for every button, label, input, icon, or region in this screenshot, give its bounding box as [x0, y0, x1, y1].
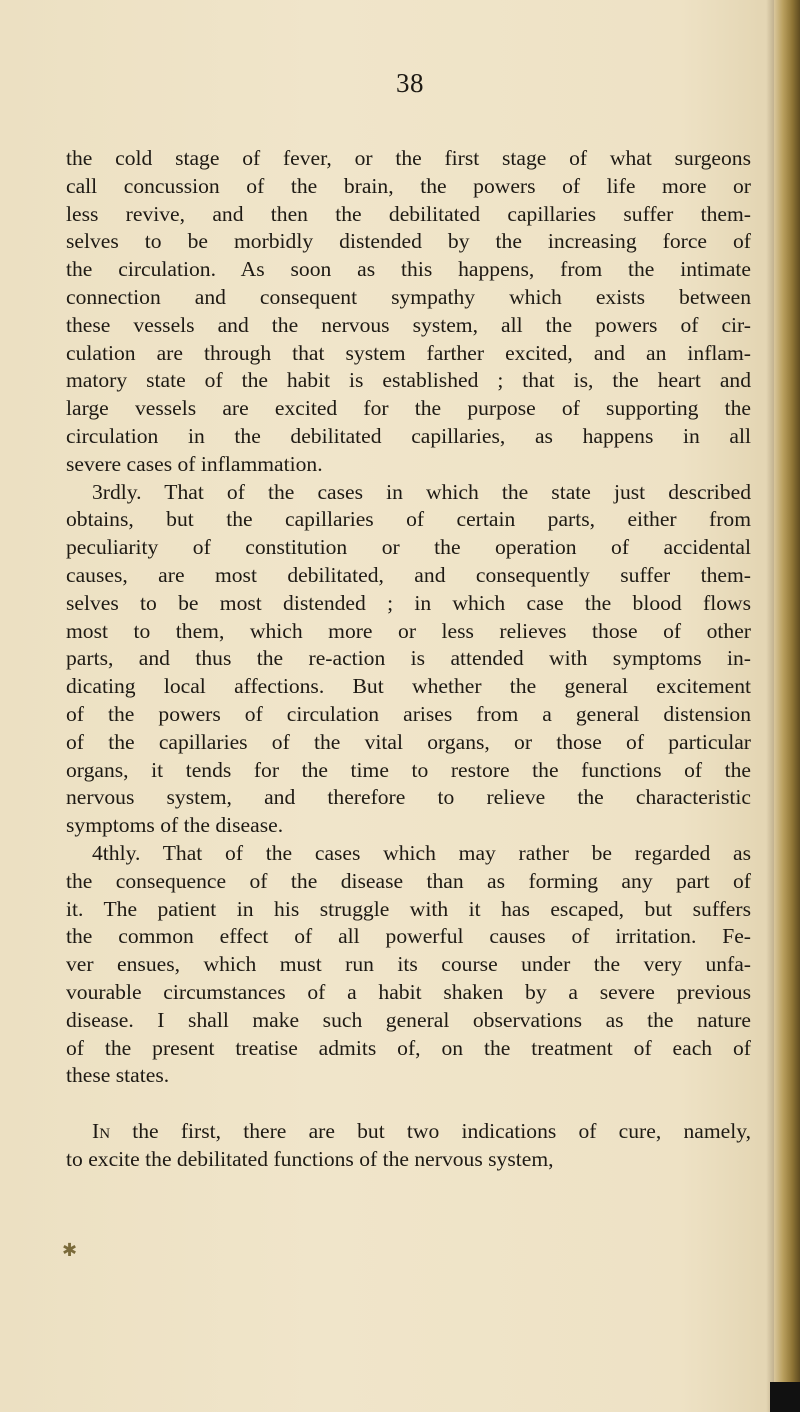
text-line: matory state of the habit is established ; that is, the heart and — [66, 368, 751, 393]
text-line: of the capillaries of the vital organs, or those of particular — [66, 729, 751, 754]
text-line: of the powers of circulation arises from a general distension — [66, 701, 751, 726]
scan-corner — [770, 1382, 800, 1412]
text-line: peculiarity of constitution or the operation of accidental — [66, 535, 751, 560]
text-line: causes, are most debilitated, and consequently suffer them- — [66, 562, 751, 587]
page-number: 38 — [396, 68, 424, 98]
text-line: organs, it tends for the time to restore the functions of the — [66, 757, 751, 782]
text-line: disease. I shall make such general observations as the nature — [66, 1007, 751, 1032]
text-line: vourable circumstances of a habit shaken by a severe previous — [66, 979, 751, 1004]
text-line: these vessels and the nervous system, all the powers of cir- — [66, 312, 751, 337]
text-line: severe cases of inflammation. — [66, 451, 323, 476]
text-line: large vessels are excited for the purpose of supporting the — [66, 396, 751, 421]
text-line: dicating local affections. But whether the general excitement — [66, 674, 751, 699]
text-line: the cold stage of fever, or the first stage of what surgeons — [66, 146, 751, 170]
text-line: obtains, but the capillaries of certain parts, either from — [66, 507, 751, 532]
paragraph-start: 3rdly. That of the cases in which the state just described — [92, 479, 751, 504]
ink-blot-icon: ✱ — [62, 1240, 78, 1260]
text-line: nervous system, and therefore to relieve the characteristic — [66, 785, 751, 810]
text-line: call concussion of the brain, the powers of life more or — [66, 173, 751, 198]
text-line: culation are through that system farther excited, and an inflam- — [66, 340, 751, 365]
final-paragraph-start — [66, 1118, 751, 1146]
page-edge-shadow — [766, 0, 774, 1412]
text-line: the circulation. As soon as this happens, from the intimate — [66, 257, 751, 282]
text-line: the consequence of the disease than as forming any part of — [66, 868, 751, 893]
body-text — [66, 145, 751, 1174]
text-line: most to them, which more or less relieves those of other — [66, 618, 751, 643]
paragraph-gap — [66, 1090, 751, 1118]
text-line: ver ensues, which must run its course under the very unfa- — [66, 952, 751, 977]
text-line: circulation in the debilitated capillaries, as happens in all — [66, 423, 751, 448]
lead-word: In — [92, 1119, 111, 1144]
lead-line-rest: the first, there are but two indications of cure, namely, — [110, 1119, 751, 1144]
text-line: less revive, and then the debilitated capillaries suffer them- — [66, 201, 751, 226]
text-line: selves to be morbidly distended by the increasing force of — [66, 229, 751, 254]
text-line: of the present treatise admits of, on the treatment of each of — [66, 1035, 751, 1060]
text-line: selves to be most distended ; in which case the blood flows — [66, 590, 751, 615]
text-line: connection and consequent sympathy which exists between — [66, 284, 751, 309]
text-line: the common effect of all powerful causes of irritation. Fe- — [66, 924, 751, 949]
text-line: to excite the debilitated functions of the nervous system, — [66, 1146, 554, 1171]
page-edge — [774, 0, 800, 1412]
text-line: it. The patient in his struggle with it has escaped, but suffers — [66, 896, 751, 921]
text-line: parts, and thus the re-action is attended with symptoms in- — [66, 646, 751, 671]
text-line: symptoms of the disease. — [66, 813, 284, 838]
paragraph-start: 4thly. That of the cases which may rather be regarded as — [92, 840, 751, 865]
text-line: these states. — [66, 1063, 170, 1088]
